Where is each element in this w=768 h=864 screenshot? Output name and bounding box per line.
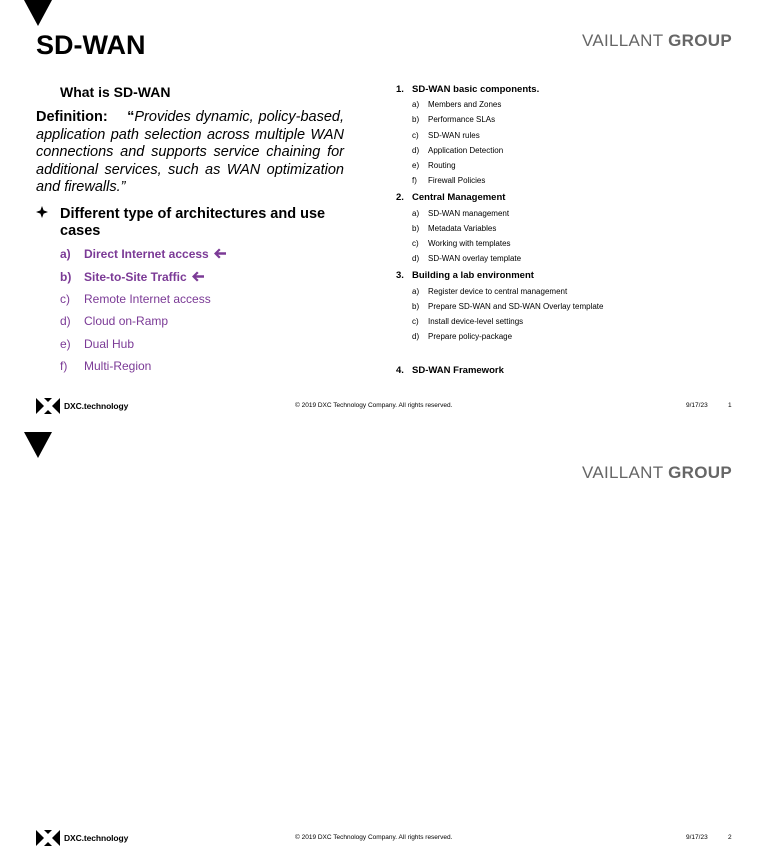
definition-paragraph xyxy=(36,109,344,197)
item-text: Performance SLAs xyxy=(428,115,496,124)
brand-part-2: GROUP xyxy=(668,31,732,50)
item-text: Metadata Variables xyxy=(428,224,497,233)
item-text: Prepare policy-package xyxy=(428,332,513,341)
copyright: © 2019 DXC Technology Company. All rights reserved. xyxy=(295,402,453,409)
item-marker: f) xyxy=(60,359,68,373)
item-text: SD-WAN rules xyxy=(428,131,480,140)
section-title: Central Management xyxy=(412,192,506,203)
definition-open-quote: “ xyxy=(127,109,135,125)
brand-logo xyxy=(582,463,732,483)
item-text: Install device-level settings xyxy=(428,317,524,326)
item-text: Firewall Policies xyxy=(428,176,486,185)
slide-footer xyxy=(0,828,768,848)
item-marker: f) xyxy=(412,176,417,185)
item-text: Members and Zones xyxy=(428,100,502,109)
brand-part-1: VAILLANT xyxy=(581,463,664,482)
item-marker: b) xyxy=(412,224,420,233)
corner-triangle-icon xyxy=(24,0,52,26)
item-marker: a) xyxy=(412,100,420,109)
item-marker: d) xyxy=(412,332,420,341)
item-marker: d) xyxy=(60,314,71,328)
bullet-text: Different type of architectures and use cases xyxy=(60,206,326,239)
slide-footer xyxy=(0,396,768,416)
item-marker: d) xyxy=(412,254,420,263)
section-number: 1. xyxy=(396,84,404,95)
copyright: © 2019 DXC Technology Company. All rights reserved. xyxy=(295,834,453,841)
section-number: 2. xyxy=(396,192,404,203)
item-marker: c) xyxy=(60,292,70,306)
item-text: Routing xyxy=(428,161,456,170)
item-marker: a) xyxy=(60,247,71,261)
logo-text: DXC.technology xyxy=(64,401,129,411)
item-marker: e) xyxy=(60,337,71,351)
item-marker: c) xyxy=(412,239,419,248)
slide-title: SD-WAN xyxy=(36,30,146,60)
brand-part-2: GROUP xyxy=(668,463,732,482)
item-label: Remote Internet access xyxy=(84,292,211,306)
brand-part-1: VAILLANT xyxy=(581,31,664,50)
item-marker: b) xyxy=(412,302,420,311)
footer-date: 9/17/23 xyxy=(686,402,708,409)
footer-date: 9/17/23 xyxy=(686,834,708,841)
dxc-logo-icon xyxy=(36,830,60,846)
brand-logo xyxy=(582,31,732,51)
item-text: Register device to central management xyxy=(428,287,568,296)
item-label: Cloud on-Ramp xyxy=(84,314,169,328)
item-text: Working with templates xyxy=(428,239,511,248)
item-label: Direct Internet access xyxy=(84,247,209,261)
item-text: Application Detection xyxy=(428,146,504,155)
item-text: SD-WAN overlay template xyxy=(428,254,522,263)
item-label: Dual Hub xyxy=(84,337,135,351)
item-marker: b) xyxy=(60,270,72,284)
item-text: SD-WAN management xyxy=(428,209,510,218)
corner-triangle-icon xyxy=(24,432,52,458)
slide-2 xyxy=(0,432,768,864)
section-number: 4. xyxy=(396,365,404,376)
item-label: Multi-Region xyxy=(84,359,152,373)
item-label: Site-to-Site Traffic xyxy=(84,270,187,284)
section-title: SD-WAN Framework xyxy=(412,365,504,376)
item-marker: e) xyxy=(412,161,420,170)
item-marker: c) xyxy=(412,317,419,326)
dxc-logo-icon xyxy=(36,398,60,414)
item-marker: a) xyxy=(412,209,420,218)
logo-text: DXC.technology xyxy=(64,833,129,843)
section-title: SD-WAN basic components. xyxy=(412,84,540,95)
arrow-left-icon xyxy=(192,271,204,285)
item-text: Prepare SD-WAN and SD-WAN Overlay template xyxy=(428,302,604,311)
page-number: 1 xyxy=(728,402,732,409)
item-marker: b) xyxy=(412,115,420,124)
dxc-logo xyxy=(36,398,128,414)
section-title: Building a lab environment xyxy=(412,270,534,281)
definition-label: Definition: xyxy=(36,109,108,125)
arrow-left-icon xyxy=(214,248,226,262)
definition-text: Provides dynamic, policy-based, application path selection across multiple WAN connections and supports service chaining for additional services, such as WAN optimization and firewalls.” xyxy=(36,109,344,195)
item-marker: d) xyxy=(412,146,420,155)
item-marker: a) xyxy=(412,287,420,296)
diamond-bullet-icon xyxy=(36,206,48,221)
section-number: 3. xyxy=(396,270,404,281)
dxc-logo xyxy=(36,830,128,846)
item-marker: c) xyxy=(412,131,419,140)
subheading: What is SD-WAN xyxy=(60,84,171,100)
page-number: 2 xyxy=(728,834,732,841)
